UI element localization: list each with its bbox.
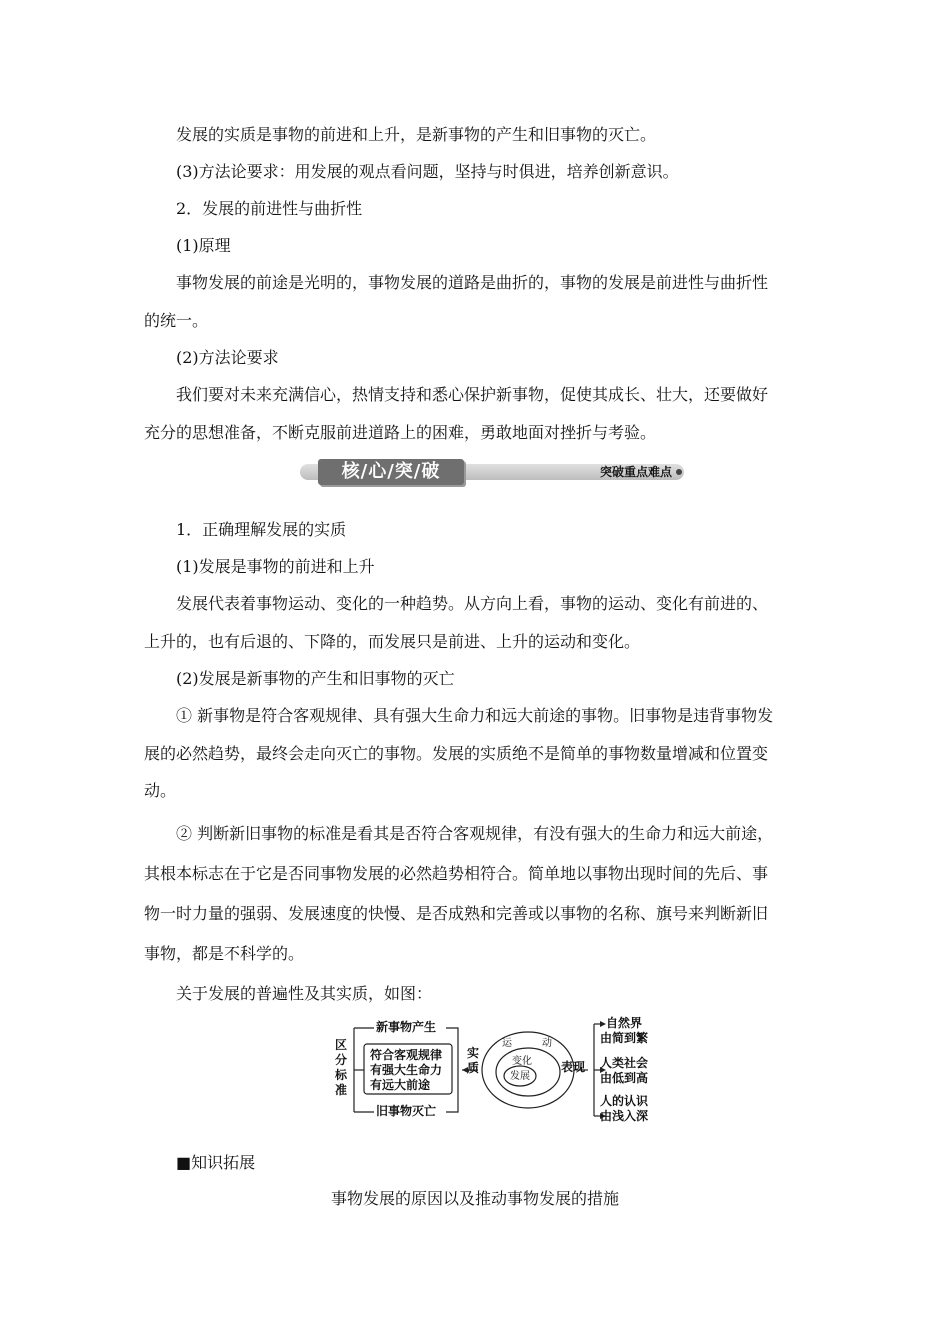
result-item: 由简到繁 <box>600 1031 649 1045</box>
paragraph: 事物，都是不科学的。 <box>144 944 305 963</box>
old-die-label: 旧事物灭亡 <box>376 1104 437 1118</box>
banner-subtitle: 突破重点难点 <box>599 465 672 479</box>
paragraph: 物一时力量的强弱、发展速度的快慢、是否成熟和完善或以事物的名称、旗号来判断新旧 <box>144 904 769 923</box>
paragraph: (3)方法论要求：用发展的观点看问题，坚持与时俱进，培养创新意识。 <box>176 162 679 181</box>
paragraph: 充分的思想准备，不断克服前进道路上的困难，勇敢地面对挫折与考验。 <box>144 423 657 442</box>
subheading: (1)原理 <box>176 236 231 255</box>
paragraph: ② 判断新旧事物的标准是看其是否符合客观规律，有没有强大的生命力和远大前途， <box>176 824 774 843</box>
paragraph: 其根本标志在于它是否同事物发展的必然趋势相符合。简单地以事物出现时间的先后、事 <box>144 864 769 883</box>
subheading: (2)发展是新事物的产生和旧事物的灭亡 <box>176 669 455 688</box>
result-item: 由浅入深 <box>600 1109 649 1123</box>
extension-title: 事物发展的原因以及推动事物发展的措施 <box>330 1189 619 1208</box>
paragraph: 发展的实质是事物的前进和上升，是新事物的产生和旧事物的灭亡。 <box>176 125 657 144</box>
banner-title: 核/心/突/破 <box>318 459 464 485</box>
subheading: (2)方法论要求 <box>176 348 279 367</box>
banner-dot-icon <box>676 469 682 475</box>
development-diagram <box>330 1016 660 1124</box>
develop-label: 发展 <box>510 1071 530 1082</box>
result-item: 由低到高 <box>600 1071 649 1085</box>
result-item: 自然界 <box>606 1016 643 1030</box>
change-label: 变化 <box>512 1056 532 1067</box>
paragraph: 上升的，也有后退的、下降的，而发展只是前进、上升的运动和变化。 <box>144 632 641 651</box>
criterion-item: 符合客观规律 <box>370 1048 443 1062</box>
motion-label: 运 <box>502 1038 512 1049</box>
criteria-label: 区分标准 <box>334 1038 347 1097</box>
heading: 1．正确理解发展的实质 <box>176 520 347 539</box>
criterion-item: 有强大生命力 <box>370 1063 443 1077</box>
heading: 2．发展的前进性与曲折性 <box>176 199 363 218</box>
paragraph: 关于发展的普遍性及其实质，如图： <box>176 984 433 1003</box>
extension-label: ■知识拓展 <box>176 1153 256 1172</box>
paragraph: 动。 <box>144 781 177 800</box>
paragraph: 我们要对未来充满信心，热情支持和悉心保护新事物，促使其成长、壮大，还要做好 <box>176 385 769 404</box>
paragraph: 事物发展的前途是光明的，事物发展的道路是曲折的，事物的发展是前进性与曲折性 <box>176 273 769 292</box>
paragraph: 发展代表着事物运动、变化的一种趋势。从方向上看，事物的运动、变化有前进的、 <box>176 594 769 613</box>
section-banner <box>300 459 686 485</box>
subheading: (1)发展是事物的前进和上升 <box>176 557 375 576</box>
criterion-item: 有远大前途 <box>370 1078 431 1092</box>
essence-label: 实质 <box>466 1046 479 1075</box>
new-arise-label: 新事物产生 <box>376 1020 437 1034</box>
paragraph: 展的必然趋势，最终会走向灭亡的事物。发展的实质绝不是简单的事物数量增减和位置变 <box>144 744 769 763</box>
paragraph: 的统一。 <box>144 311 209 330</box>
result-item: 人类社会 <box>600 1056 649 1070</box>
manifest-label: 表现 <box>561 1060 586 1074</box>
motion-label: 动 <box>542 1038 552 1049</box>
result-item: 人的认识 <box>600 1094 649 1108</box>
paragraph: ① 新事物是符合客观规律、具有强大生命力和远大前途的事物。旧事物是违背事物发 <box>176 706 774 725</box>
